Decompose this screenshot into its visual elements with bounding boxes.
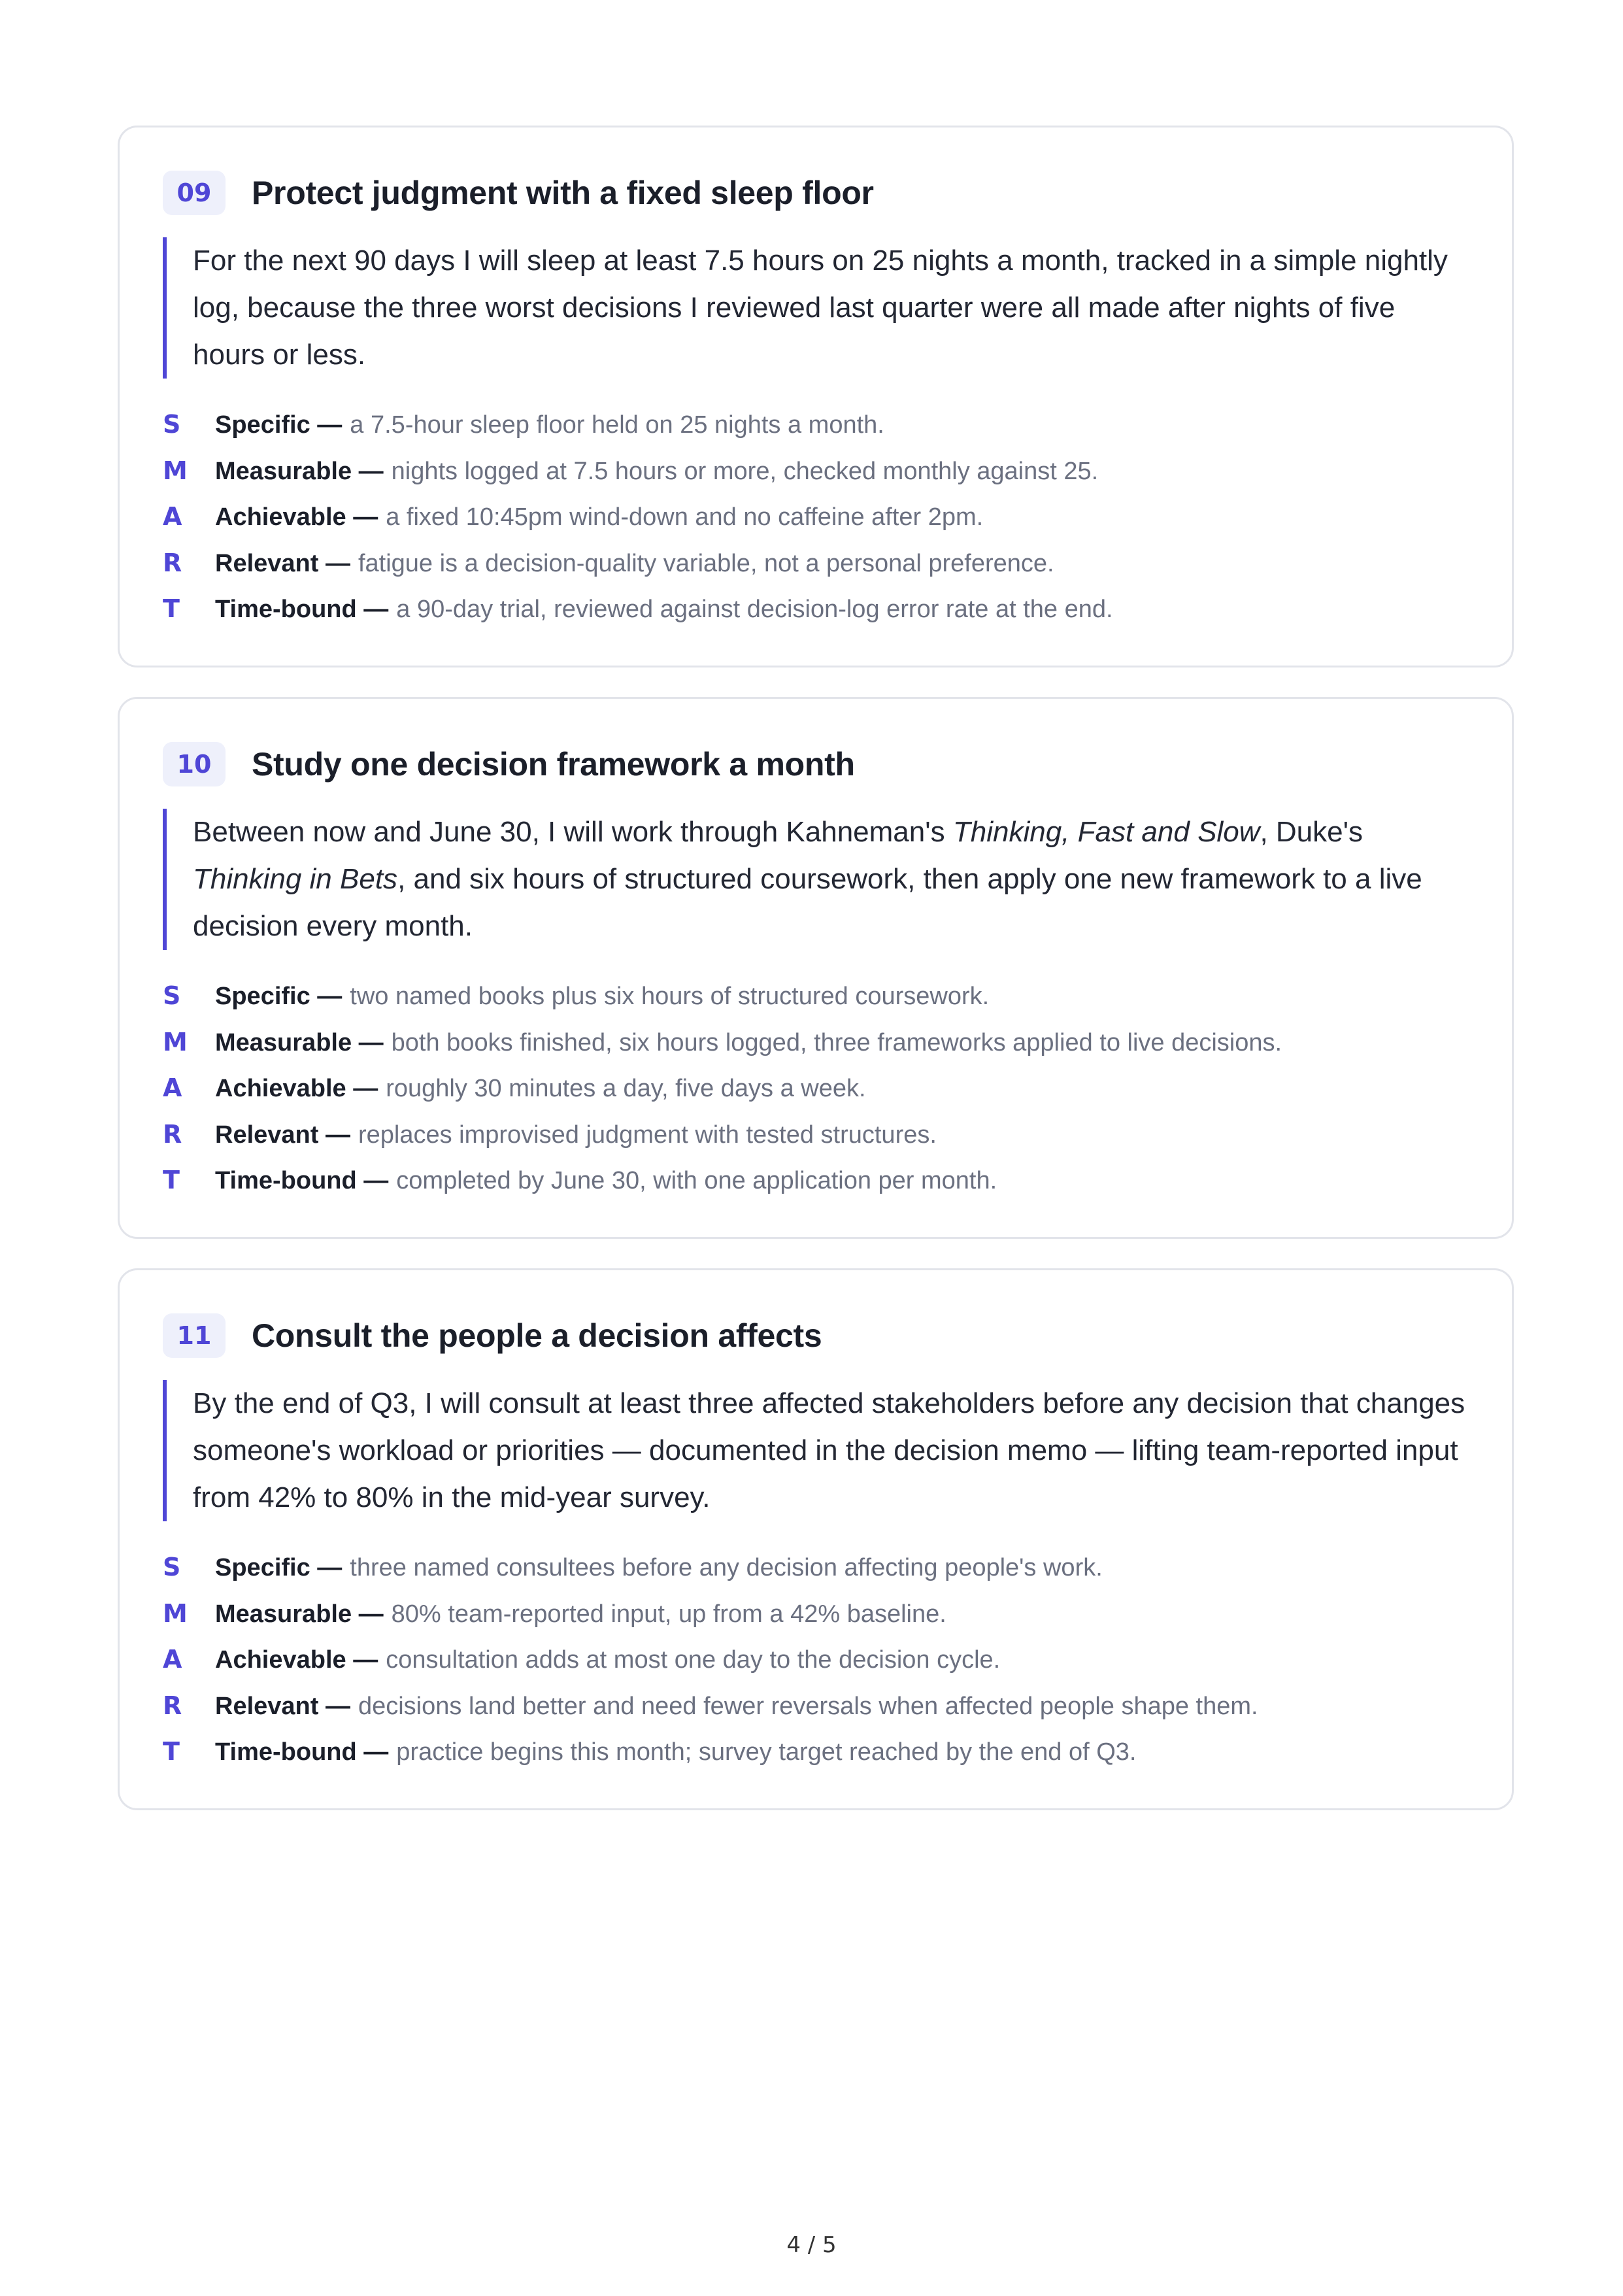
smart-description: replaces improvised judgment with tested structures.	[358, 1121, 937, 1149]
smart-breakdown	[163, 1553, 1469, 1783]
smart-letter: S	[163, 981, 181, 1010]
smart-letter: A	[163, 1073, 182, 1102]
page-number: 4 / 5	[786, 2232, 837, 2258]
goal-header	[163, 1309, 1469, 1362]
smart-description: both books finished, six hours logged, three frameworks applied to live decisions.	[391, 1028, 1282, 1056]
smart-letter: T	[163, 1737, 180, 1766]
goal-number-badge: 10	[163, 742, 226, 786]
smart-letter: A	[163, 502, 182, 531]
smart-description: three named consultees before any decision affecting people's work.	[350, 1554, 1103, 1581]
smart-description: 80% team-reported input, up from a 42% baseline.	[391, 1600, 946, 1628]
smart-row-achievable	[163, 1645, 1469, 1691]
smart-label: Specific —	[215, 983, 343, 1010]
smart-description: roughly 30 minutes a day, five days a week.	[386, 1075, 866, 1102]
smart-row-achievable	[163, 1073, 1469, 1120]
smart-row-measurable	[163, 1028, 1469, 1074]
smart-letter: M	[163, 1598, 188, 1628]
smart-row-time-bound	[163, 1166, 1469, 1212]
smart-letter: R	[163, 1119, 182, 1149]
smart-row-relevant	[163, 549, 1469, 595]
goal-list	[118, 126, 1514, 1840]
smart-row-measurable	[163, 1599, 1469, 1646]
smart-breakdown	[163, 410, 1469, 641]
goal-title: Study one decision framework a month	[252, 746, 855, 783]
smart-breakdown	[163, 981, 1469, 1212]
smart-description: a fixed 10:45pm wind-down and no caffeine after 2pm.	[386, 503, 984, 531]
goal-header	[163, 738, 1469, 790]
smart-letter: R	[163, 1691, 182, 1720]
smart-row-specific	[163, 981, 1469, 1028]
goal-card	[118, 697, 1514, 1239]
smart-letter: S	[163, 410, 181, 439]
goal-card	[118, 1268, 1514, 1810]
goal-number-badge: 11	[163, 1313, 226, 1358]
goal-header	[163, 167, 1469, 219]
smart-description: two named books plus six hours of structured coursework.	[350, 983, 990, 1010]
smart-label: Achievable —	[215, 1075, 378, 1102]
smart-label: Measurable —	[215, 1028, 384, 1056]
goal-title: Consult the people a decision affects	[252, 1317, 822, 1354]
goal-number-badge: 09	[163, 171, 226, 215]
smart-description: completed by June 30, with one application per month.	[396, 1167, 997, 1194]
smart-row-measurable	[163, 456, 1469, 503]
book-title: Thinking, Fast and Slow	[952, 816, 1260, 848]
smart-label: Measurable —	[215, 457, 384, 485]
smart-description: consultation adds at most one day to the decision cycle.	[386, 1646, 1001, 1674]
smart-label: Measurable —	[215, 1600, 384, 1628]
smart-row-relevant	[163, 1120, 1469, 1166]
smart-label: Specific —	[215, 1554, 343, 1581]
smart-letter: A	[163, 1645, 182, 1674]
smart-row-time-bound	[163, 1737, 1469, 1783]
smart-label: Achievable —	[215, 1646, 378, 1674]
smart-description: practice begins this month; survey target reached by the end of Q3.	[396, 1738, 1137, 1766]
goal-statement: By the end of Q3, I will consult at least three affected stakeholders before any decision that changes someone's workload or priorities — documented in the decision memo — lifting team-reported input from 42% to 80% in the mid-year survey.	[163, 1380, 1469, 1521]
smart-label: Time-bound —	[215, 1167, 389, 1194]
goal-card	[118, 126, 1514, 667]
smart-letter: M	[163, 1027, 188, 1056]
smart-row-specific	[163, 410, 1469, 456]
book-title: Thinking in Bets	[193, 863, 398, 895]
smart-description: a 7.5-hour sleep floor held on 25 nights a month.	[350, 411, 884, 439]
smart-description: fatigue is a decision-quality variable, not a personal preference.	[358, 549, 1054, 577]
smart-letter: M	[163, 456, 188, 485]
smart-description: decisions land better and need fewer reversals when affected people shape them.	[358, 1692, 1258, 1720]
smart-letter: R	[163, 548, 182, 577]
smart-label: Achievable —	[215, 503, 378, 531]
goal-statement: Between now and June 30, I will work through Kahneman's Thinking, Fast and Slow, Duke's Thinking in Bets, and six hours of structured coursework, then apply one new framework to a live decision every month.	[163, 809, 1469, 950]
goal-statement: For the next 90 days I will sleep at least 7.5 hours on 25 nights a month, tracked in a simple nightly log, because the three worst decisions I reviewed last quarter were all made after nights of five hours or less.	[163, 237, 1469, 379]
smart-letter: T	[163, 1166, 180, 1194]
smart-label: Relevant —	[215, 1692, 350, 1720]
smart-label: Time-bound —	[215, 1738, 389, 1766]
smart-label: Relevant —	[215, 549, 350, 577]
smart-description: a 90-day trial, reviewed against decision-log error rate at the end.	[396, 596, 1113, 623]
smart-label: Specific —	[215, 411, 343, 439]
smart-label: Relevant —	[215, 1121, 350, 1149]
smart-row-time-bound	[163, 594, 1469, 641]
goal-title: Protect judgment with a fixed sleep floor	[252, 175, 874, 211]
smart-row-achievable	[163, 502, 1469, 549]
smart-row-specific	[163, 1553, 1469, 1599]
smart-letter: T	[163, 594, 180, 623]
smart-label: Time-bound —	[215, 596, 389, 623]
smart-description: nights logged at 7.5 hours or more, checked monthly against 25.	[391, 457, 1099, 485]
smart-letter: S	[163, 1553, 181, 1581]
smart-row-relevant	[163, 1691, 1469, 1738]
